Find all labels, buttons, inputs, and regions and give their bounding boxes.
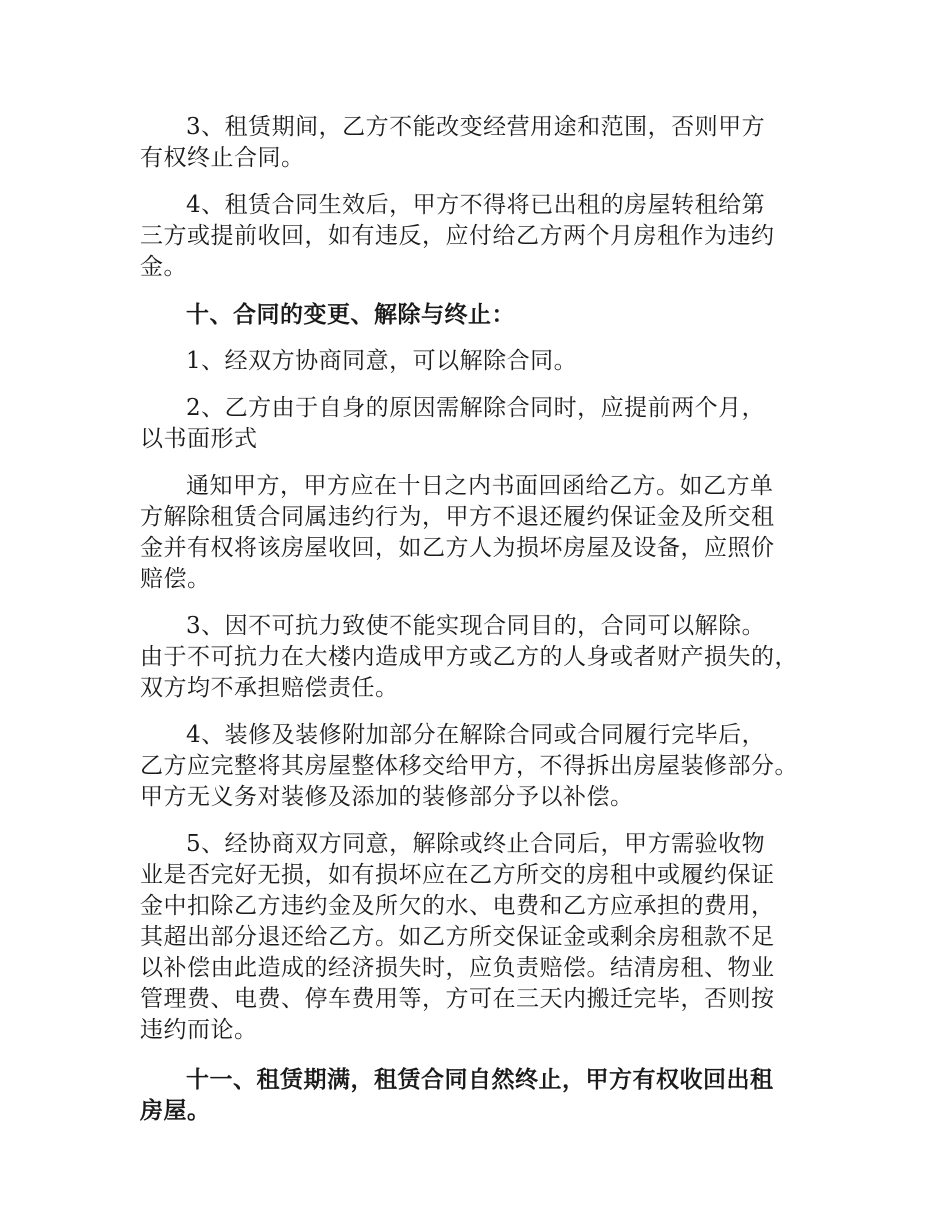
paragraph-line: 3、租赁期间，乙方不能改变经营用途和范围，否则甲方 bbox=[186, 114, 766, 140]
paragraph-line: 其超出部分退还给乙方。如乙方所交保证金或剩余房租款不足 bbox=[140, 924, 775, 950]
paragraph-line: 甲方无义务对装修及添加的装修部分予以补偿。 bbox=[140, 784, 634, 810]
heading-line: 十、合同的变更、解除与终止： bbox=[186, 301, 515, 328]
termination-item-4 bbox=[140, 720, 840, 813]
paragraph-line: 由于不可抗力在大楼内造成甲方或乙方的人身或者财产损失的， bbox=[140, 644, 798, 670]
heading-line: 十一、租赁期满，租赁合同自然终止，甲方有权收回出租 bbox=[186, 1066, 774, 1093]
paragraph-line: 2、乙方由于自身的原因需解除合同时，应提前两个月， bbox=[186, 395, 766, 421]
paragraph-line: 有权终止合同。 bbox=[140, 145, 305, 171]
paragraph-line: 5、经协商双方同意，解除或终止合同后，甲方需验收物 bbox=[186, 831, 766, 857]
clause-paragraph-4 bbox=[140, 190, 840, 283]
paragraph-line: 通知甲方，甲方应在十日之内书面回函给乙方。如乙方单 bbox=[186, 473, 774, 499]
paragraph-line: 以书面形式 bbox=[140, 426, 258, 452]
section-heading-10 bbox=[140, 299, 840, 330]
heading-line: 房屋。 bbox=[140, 1097, 211, 1124]
paragraph-line: 业是否完好无损，如有损坏应在乙方所交的房租中或履约保证 bbox=[140, 862, 775, 888]
paragraph-line: 乙方应完整将其房屋整体移交给甲方，不得拆出房屋装修部分。 bbox=[140, 753, 798, 779]
termination-item-2-continued bbox=[140, 471, 840, 595]
clause-paragraph-3 bbox=[140, 112, 840, 174]
paragraph-line: 1、经双方协商同意，可以解除合同。 bbox=[186, 348, 578, 374]
paragraph-line: 金中扣除乙方违约金及所欠的水、电费和乙方应承担的费用， bbox=[140, 893, 775, 919]
paragraph-line: 4、装修及装修附加部分在解除合同或合同履行完毕后， bbox=[186, 722, 766, 748]
section-heading-11 bbox=[140, 1064, 840, 1126]
paragraph-line: 金。 bbox=[140, 254, 187, 280]
paragraph-line: 4、租赁合同生效后，甲方不得将已出租的房屋转租给第 bbox=[186, 192, 766, 218]
paragraph-line: 管理费、电费、停车费用等，方可在三天内搬迁完毕，否则按 bbox=[140, 986, 775, 1012]
paragraph-line: 金并有权将该房屋收回，如乙方人为损坏房屋及设备，应照价 bbox=[140, 535, 775, 561]
paragraph-line: 以补偿由此造成的经济损失时，应负责赔偿。结清房租、物业 bbox=[140, 955, 775, 981]
termination-item-1 bbox=[140, 346, 840, 377]
termination-item-2 bbox=[140, 393, 840, 455]
paragraph-line: 方解除租赁合同属违约行为，甲方不退还履约保证金及所交租 bbox=[140, 504, 775, 530]
termination-item-5 bbox=[140, 829, 840, 1046]
paragraph-line: 3、因不可抗力致使不能实现合同目的，合同可以解除。 bbox=[186, 613, 766, 639]
paragraph-line: 三方或提前收回，如有违反，应付给乙方两个月房租作为违约 bbox=[140, 223, 775, 249]
termination-item-3 bbox=[140, 611, 840, 704]
paragraph-line: 赔偿。 bbox=[140, 566, 211, 592]
document-body bbox=[140, 112, 840, 1142]
paragraph-line: 违约而论。 bbox=[140, 1017, 258, 1043]
paragraph-line: 双方均不承担赔偿责任。 bbox=[140, 675, 399, 701]
